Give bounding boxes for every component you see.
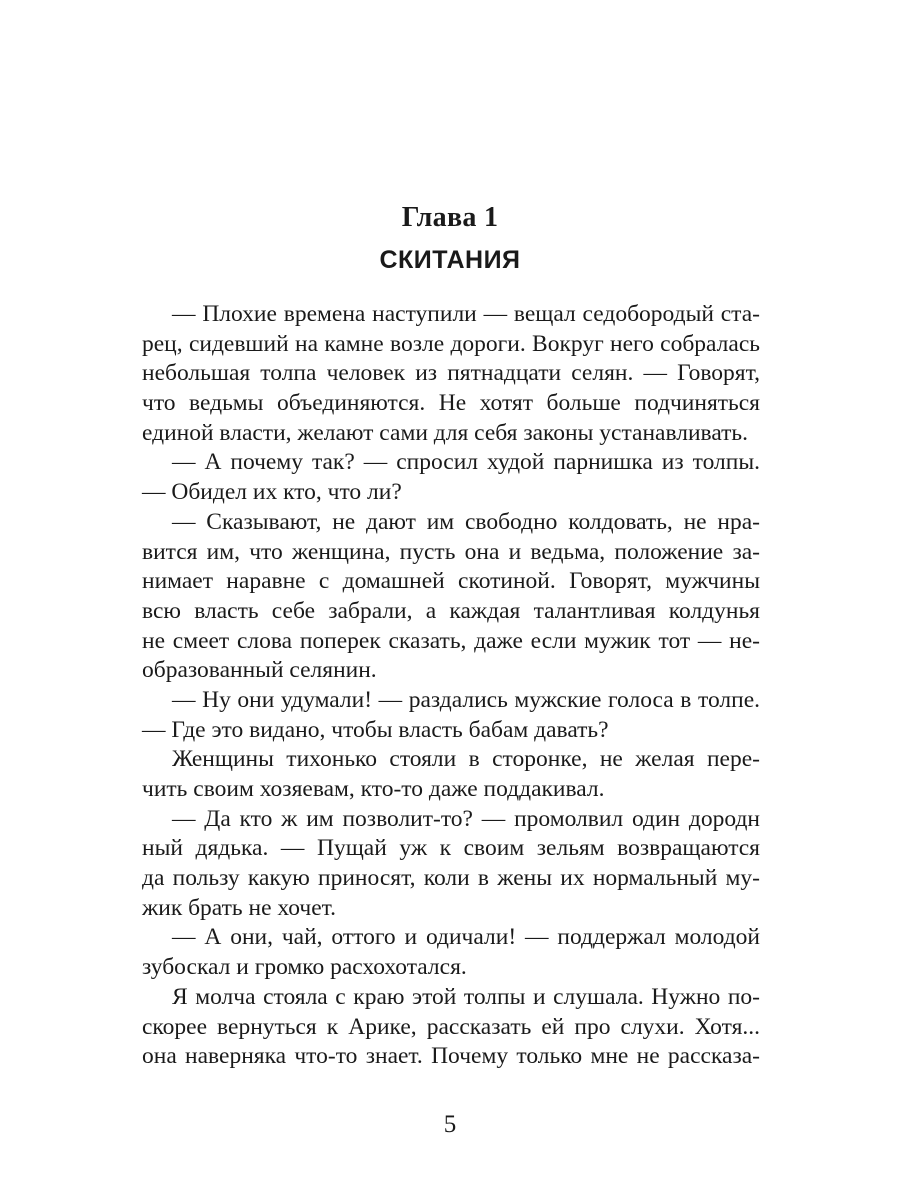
text-line: всю власть себе забрали, а каждая талантливая колдунья <box>142 597 760 624</box>
text-line: образованный селянин. <box>142 657 377 684</box>
text-line: Я молча стояла с краю этой толпы и слушала. Нужно по- <box>172 983 760 1010</box>
text-line: — Обидел их кто, что ли? <box>142 479 402 506</box>
body-text <box>142 300 760 1072</box>
text-line: не смеет слова поперек сказать, даже если мужик тот — не- <box>142 627 760 654</box>
text-line: что ведьмы объединяются. Не хотят больше подчиняться <box>142 390 760 417</box>
text-line: она наверняка что-то знает. Почему только мне не рассказа- <box>142 1043 760 1070</box>
text-line: жик брать не хочет. <box>142 894 337 921</box>
text-line: нимает наравне с домашней скотиной. Говорят, мужчины <box>142 568 760 595</box>
text-line: чить своим хозяевам, кто-то даже поддакивал. <box>142 776 605 802</box>
text-line: — Плохие времена наступили — вещал седобородый ста- <box>172 301 760 327</box>
chapter-heading <box>0 196 900 280</box>
chapter-number: Глава 1 <box>401 202 499 233</box>
text-line: — А они, чай, оттого и одичали! — поддержал молодой <box>172 924 760 951</box>
text-line: ный дядька. — Пущай уж к своим зельям возвращаются <box>142 835 760 862</box>
text-line: — Сказывают, не дают им свободно колдовать, не нра- <box>172 508 760 535</box>
page-number: 5 <box>443 1111 457 1138</box>
text-line: единой власти, желают сами для себя законы устанавливать. <box>142 419 749 446</box>
text-line: да пользу какую приносят, коли в жены их нормальный му- <box>142 865 760 892</box>
chapter-title: СКИТАНИЯ <box>379 246 521 274</box>
text-line: рец, сидевший на камне возле дороги. Вокруг него собралась <box>142 330 760 357</box>
text-line: вится им, что женщина, пусть она и ведьма, положение за- <box>142 538 760 565</box>
text-line: — Где это видано, чтобы власть бабам давать? <box>142 716 609 743</box>
text-line: — А почему так? — спросил худой парнишка из толпы. <box>172 449 760 476</box>
text-line: — Да кто ж им позволит-то? — промолвил один дородн <box>172 805 760 832</box>
text-line: Женщины тихонько стояли в сторонке, не желая пере- <box>172 746 760 773</box>
text-line: — Ну они удумали! — раздались мужские голоса в толпе. <box>172 686 760 713</box>
text-line: скорее вернуться к Арике, рассказать ей про слухи. Хотя... <box>142 1013 760 1040</box>
text-line: зубоскал и громко расхохотался. <box>142 954 467 981</box>
text-line: небольшая толпа человек из пятнадцати селян. — Говорят, <box>142 360 760 387</box>
